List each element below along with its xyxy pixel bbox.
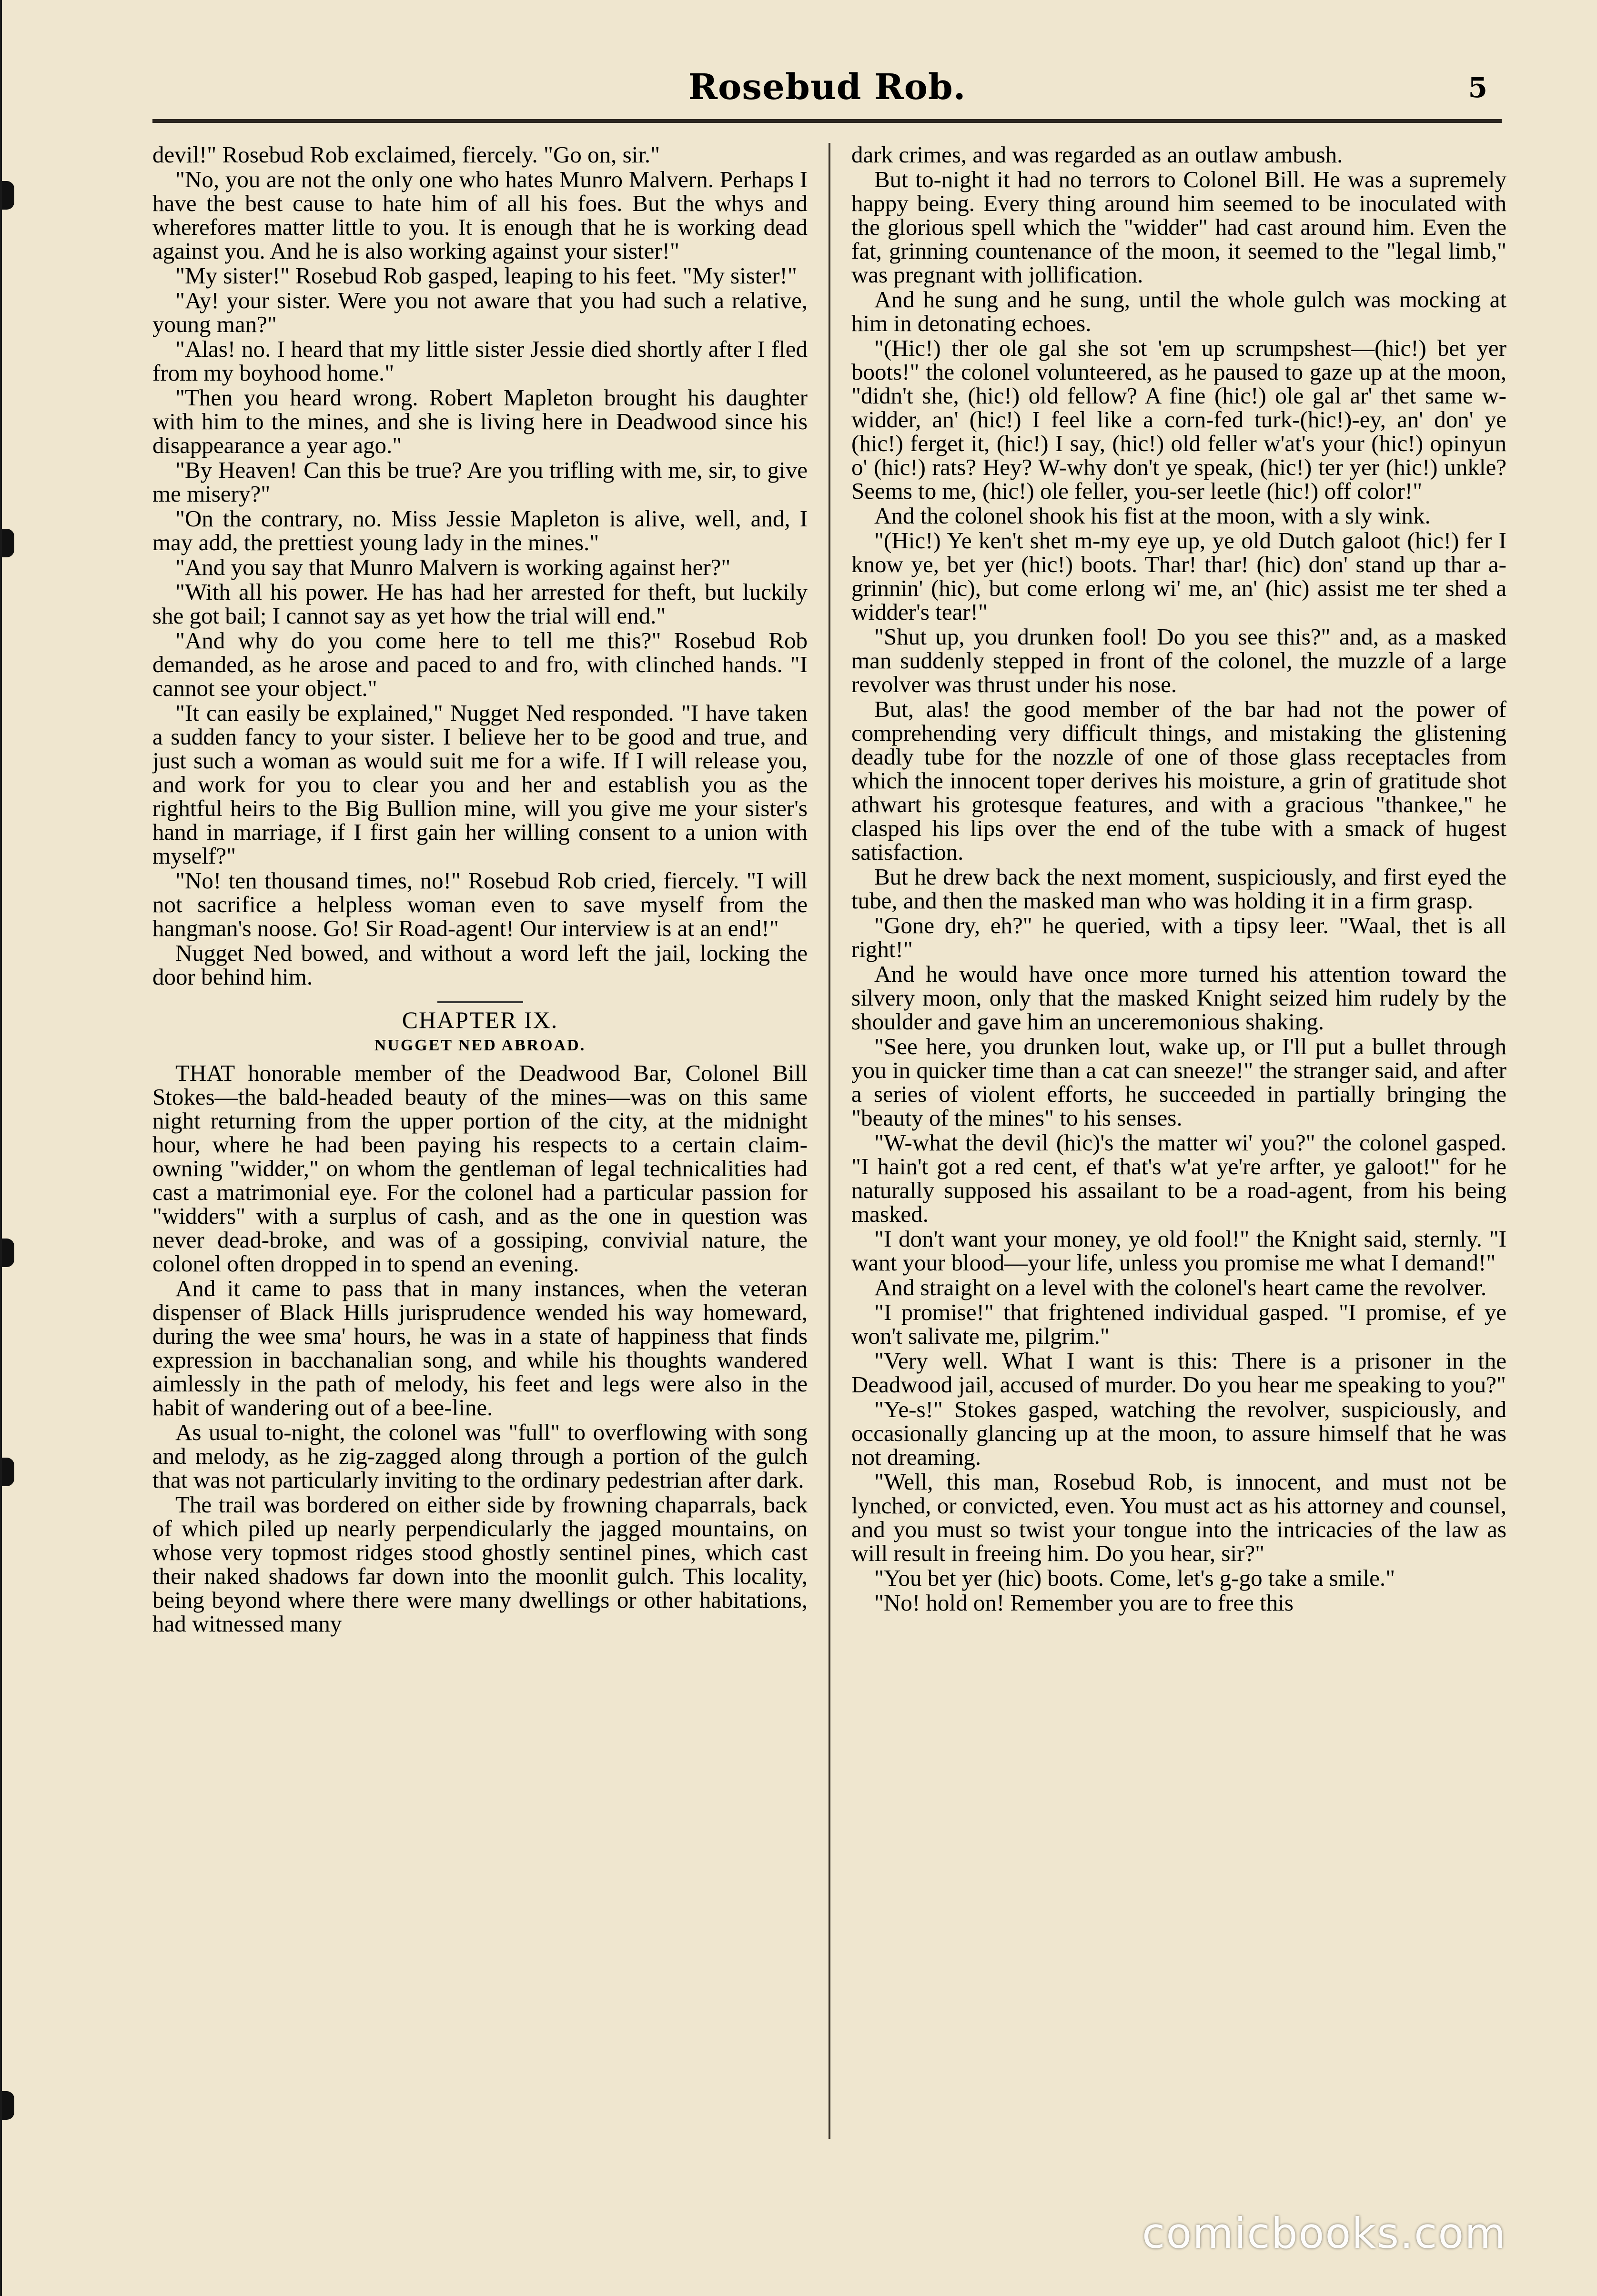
- paragraph: "I promise!" that frightened individual gasped. "I promise, ef ye won't salivate me, pilgrim.": [851, 1299, 1506, 1349]
- binding-hole: [2, 181, 14, 210]
- watermark: comicbooks.com: [1142, 2209, 1506, 2258]
- paragraph: "(Hic!) Ye ken't shet m-my eye up, ye old Dutch galoot (hic!) fer I know ye, bet yer (hic!) boots. Thar! thar! (hic) don' stand up thar a-grinnin' (hic), but come erlong wi' me, an' (hic) assist me ter shed a widder's tear!": [851, 527, 1506, 625]
- paragraph: And it came to pass that in many instances, when the veteran dispenser of Black Hills jurisprudence wended his way homeward, during the wee sma' hours, he was in a state of happiness that finds expression in bacchanalian song, and while his thoughts wandered aimlessly in the path of melody, his feet and legs were also in the habit of wandering out of a bee-line.: [152, 1275, 808, 1420]
- paragraph: "See here, you drunken lout, wake up, or I'll put a bullet through you in quicker time than a cat can sneeze!" the stranger said, and after a series of violent efforts, he succeeded in partially bringing the "beauty of the mines" to his senses.: [851, 1033, 1506, 1131]
- binding-hole: [2, 1458, 14, 1486]
- binding-hole: [2, 529, 14, 557]
- paragraph: And the colonel shook his fist at the moon, with a sly wink.: [874, 503, 1431, 529]
- paragraph: But to-night it had no terrors to Colonel Bill. He was a supremely happy being. Every thing around him seemed to be inoculated with the glorious spell which the "widder" had cast around him. Even the fat, grinning countenance of the moon, it seemed to the "legal limb," was pregnant with jollification.: [851, 166, 1506, 288]
- paragraph: "It can easily be explained," Nugget Ned responded. "I have taken a sudden fancy to your sister. I believe her to be good and true, and just such a woman as would suit me for a wife. If I will release you, and work for you to clear you and her and establish you as the rightful heirs to the Big Bullion mine, will you give me your sister's hand in marriage, if I first gain her willing consent to a union with myself?": [152, 700, 808, 869]
- chapter-title: CHAPTER IX.: [402, 1007, 558, 1033]
- chapter-subtitle: NUGGET NED ABROAD.: [374, 1037, 586, 1054]
- page-number: 5: [1468, 71, 1487, 104]
- chapter-heading: [152, 1001, 808, 1057]
- binding-hole: [2, 2091, 14, 2120]
- paragraph: dark crimes, and was regarded as an outlaw ambush.: [851, 143, 1343, 168]
- paragraph: "No, you are not the only one who hates Munro Malvern. Perhaps I have the best cause to hate him of all his foes. But the whys and wherefores matter little to you. It is enough that he is working dead against you. And he is also working against your sister!": [152, 166, 808, 264]
- paragraph: But, alas! the good member of the bar had not the power of comprehending very difficult things, and mistaking the glistening deadly tube for the nozzle of one of those glass receptacles from which the innocent toper derives his moisture, a grin of gratitude shot athwart his grotesque features, and with a gracious "thankee," he clasped his lips over the end of the tube with a smack of hugest satisfaction.: [851, 696, 1506, 865]
- paragraph: Nugget Ned bowed, and without a word left the jail, locking the door behind him.: [152, 940, 808, 990]
- page-title: Rosebud Rob.: [688, 67, 966, 108]
- paragraph: "Then you heard wrong. Robert Mapleton brought his daughter with him to the mines, and she is living here in Deadwood since his disappearance a year ago.": [152, 384, 808, 458]
- page-header: [152, 57, 1502, 129]
- paragraph: "No! ten thousand times, no!" Rosebud Rob cried, fiercely. "I will not sacrifice a helpless woman even to save myself from the hangman's noose. Go! Sir Road-agent! Our interview is at an end!": [152, 867, 808, 941]
- left-column: [152, 143, 829, 2139]
- paragraph: But he drew back the next moment, suspiciously, and first eyed the tube, and then the masked man who was holding it in a firm grasp.: [851, 864, 1506, 914]
- paragraph: "And why do you come here to tell me this?" Rosebud Rob demanded, as he arose and paced to and fro, with clinched hands. "I cannot see your object.": [152, 627, 808, 701]
- paragraph: "Very well. What I want is this: There is a prisoner in the Deadwood jail, accused of murder. Do you hear me speaking to you?": [851, 1348, 1506, 1398]
- paragraph: "Ay! your sister. Were you not aware that you had such a relative, young man?": [152, 287, 808, 337]
- paragraph: "You bet yer (hic) boots. Come, let's g-go take a smile.": [874, 1565, 1395, 1591]
- paragraph: "Alas! no. I heard that my little sister Jessie died shortly after I fled from my boyhood home.": [152, 336, 808, 386]
- binding-hole: [2, 1239, 14, 1267]
- paragraph: "W-what the devil (hic)'s the matter wi' you?" the colonel gasped. "I hain't got a red cent, ef that's w'at ye're arfter, ye galoot!" for he naturally supposed his assailant to be a road-agent, from his being masked.: [851, 1129, 1506, 1227]
- chapter-rule: [437, 1001, 523, 1003]
- paragraph: "With all his power. He has had her arrested for theft, but luckily she got bail; I cannot say as yet how the trial will end.": [152, 579, 808, 629]
- paragraph: "(Hic!) ther ole gal she sot 'em up scrumpshest—(hic!) bet yer boots!" the colonel volunteered, as he paused to gaze up at the moon, "didn't she, (hic!) old fellow? A fine (hic!) ole gal ar' thet same w-widder, an' (hic!) I feel like a corn-fed turk-(hic!)-ey, an' don' ye (hic!) ferget it, (hic!) I say, (hic!) old feller w'at's your (hic!) opinyun o' (hic!) rats? Hey? W-why don't ye speak, (hic!) ter yer (hic!) unkle? Seems to me, (hic!) ole feller, you-ser leetle (hic!) off color!": [851, 335, 1506, 504]
- paragraph: "I don't want your money, ye old fool!" the Knight said, sternly. "I want your blood—your life, unless you promise me what I demand!": [851, 1226, 1506, 1276]
- paragraph: "Well, this man, Rosebud Rob, is innocent, and must not be lynched, or convicted, even. You must act as his attorney and counsel, and you must so twist your tongue into the intricacies of the law as will result in freeing him. Do you hear, sir?": [851, 1469, 1506, 1566]
- paragraph: "Shut up, you drunken fool! Do you see this?" and, as a masked man suddenly stepped in front of the colonel, the muzzle of a large revolver was thrust under his nose.: [851, 624, 1506, 697]
- paragraph: devil!" Rosebud Rob exclaimed, fiercely. "Go on, sir.": [152, 143, 660, 168]
- paragraph: "Ye-s!" Stokes gasped, watching the revolver, suspiciously, and occasionally glancing up at the moon, to assure himself that he was not dreaming.: [851, 1396, 1506, 1470]
- paragraph: "By Heaven! Can this be true? Are you trifling with me, sir, to give me misery?": [152, 457, 808, 507]
- paragraph: The trail was bordered on either side by frowning chaparrals, back of which piled up nearly perpendicularly the jagged mountains, on whose very topmost ridges stood ghostly sentinel pines, which cast their naked shadows far down into the moonlit gulch. This locality, being beyond where there were many dwellings or other habitations, had witnessed many: [152, 1491, 808, 1637]
- paragraph: "No! hold on! Remember you are to free this: [874, 1590, 1294, 1616]
- paragraph: "Gone dry, eh?" he queried, with a tipsy leer. "Waal, thet is all right!": [851, 912, 1506, 962]
- header-rule: [152, 119, 1502, 123]
- paragraph: "My sister!" Rosebud Rob gasped, leaping to his feet. "My sister!": [175, 262, 797, 289]
- paragraph: And straight on a level with the colonel's heart came the revolver.: [874, 1274, 1487, 1300]
- paragraph: As usual to-night, the colonel was "full" to overflowing with song and melody, as he zig-zagged along through a portion of the gulch that was not particularly inviting to the ordinary pedestrian after dark.: [152, 1419, 808, 1493]
- paragraph: "And you say that Munro Malvern is working against her?": [175, 554, 731, 580]
- paragraph: And he would have once more turned his attention toward the silvery moon, only that the masked Knight seized him rudely by the shoulder and gave him an unceremonious shaking.: [851, 961, 1506, 1035]
- paragraph: THAT honorable member of the Deadwood Bar, Colonel Bill Stokes—the bald-headed beauty of the mines—was on this same night returning from the upper portion of the city, at the midnight hour, where he had been paying his respects to a certain claim-owning "widder," on whom the gentleman of legal technicalities had cast a matrimonial eye. For the colonel had a particular passion for "widders" with a surplus of cash, and as the one in question was never dead-broke, and was of a gossiping, convivial nature, the colonel often dropped in to spend an evening.: [152, 1060, 808, 1277]
- paragraph: "On the contrary, no. Miss Jessie Mapleton is alive, well, and, I may add, the prettiest young lady in the mines.": [152, 505, 808, 555]
- paragraph: And he sung and he sung, until the whole gulch was mocking at him in detonating echoes.: [851, 286, 1506, 336]
- article-columns: [152, 143, 1506, 2139]
- right-column: [829, 143, 1506, 2139]
